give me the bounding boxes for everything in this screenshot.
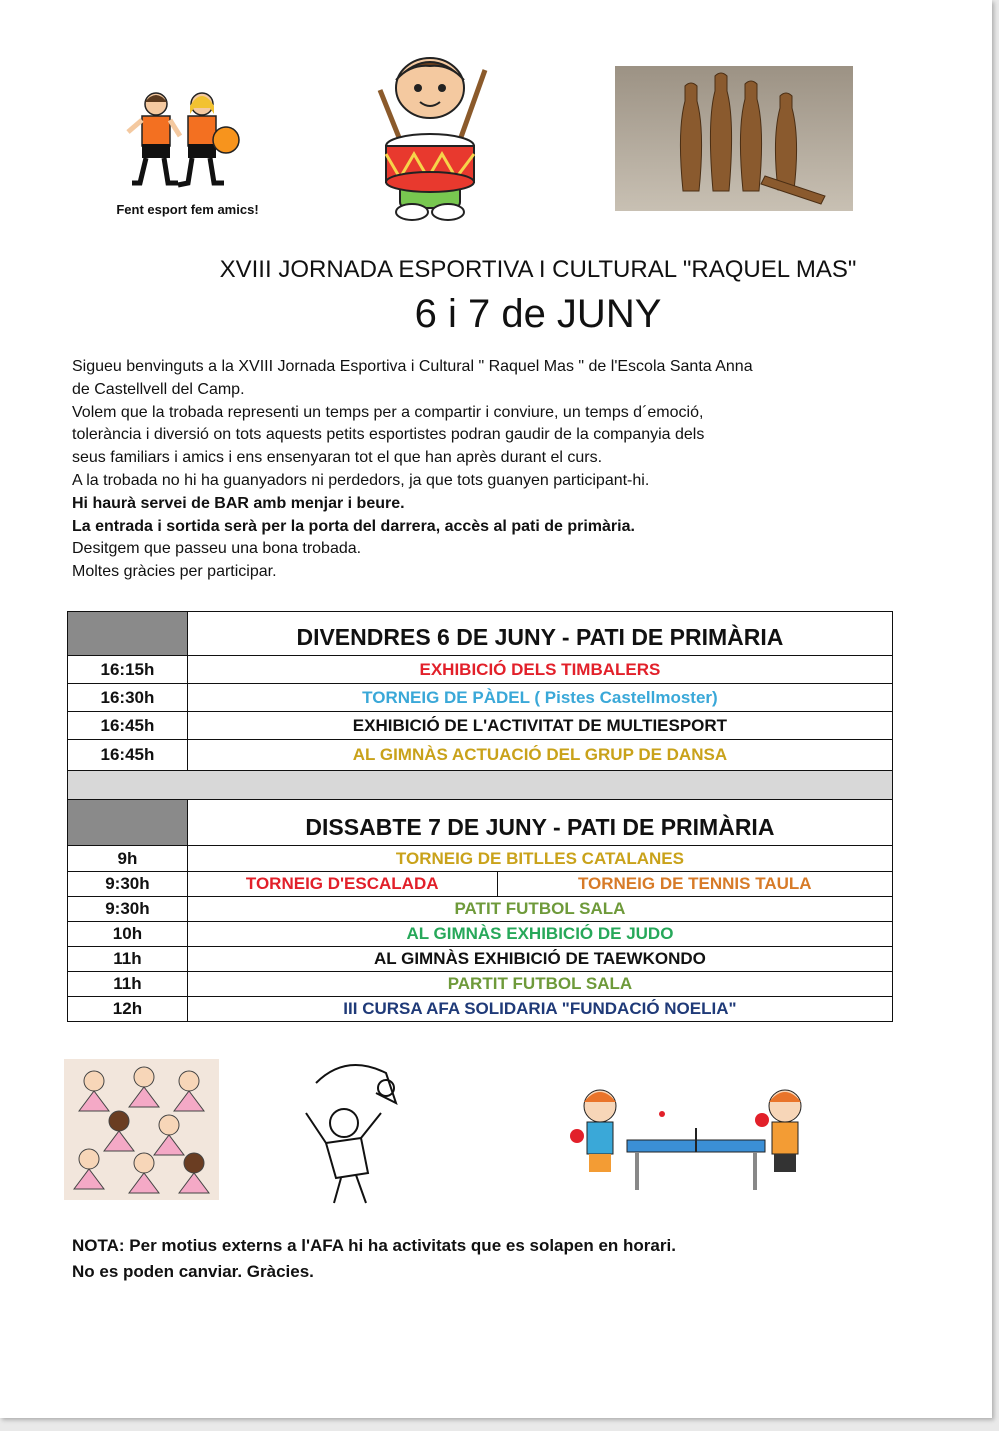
intro-text xyxy=(72,356,892,584)
time-cell: 12h xyxy=(68,997,188,1022)
time-cell: 16:15h xyxy=(68,656,188,684)
event-dates: 6 i 7 de JUNY xyxy=(414,292,662,336)
activity-cell: AL GIMNÀS EXHIBICIÓ DE JUDO xyxy=(187,922,892,947)
entrance-notice: La entrada i sortida serà per la porta del darrera, accès al pati de primària. xyxy=(72,517,635,535)
two-kids-sport-icon xyxy=(118,88,248,198)
activity-cell: PARTIT FUTBOL SALA xyxy=(187,972,892,997)
judo-kids-icon xyxy=(296,1053,416,1208)
bitlles-pins-photo xyxy=(615,66,853,211)
table-row xyxy=(68,972,893,997)
separator-row xyxy=(68,771,893,800)
saturday-title: DISSABTE 7 DE JUNY - PATI DE PRIMÀRIA xyxy=(187,800,892,846)
note-line: No es poden canviar. Gràcies. xyxy=(72,1262,314,1281)
activity-cell: TORNEIG DE PÀDEL ( Pistes Castellmoster) xyxy=(187,684,892,712)
intro-line: seus familiars i amics i ens ensenyaran tot el que han après durant el curs. xyxy=(72,449,603,467)
bar-notice: Hi haurà servei de BAR amb menjar i beure. xyxy=(72,494,405,512)
table-row xyxy=(68,712,893,740)
activity-cell: III CURSA AFA SOLIDARIA "FUNDACIÓ NOELIA" xyxy=(187,997,892,1022)
note-text xyxy=(72,1233,676,1285)
activity-cell: EXHIBICIÓ DELS TIMBALERS xyxy=(187,656,892,684)
table-row xyxy=(68,922,893,947)
table-row xyxy=(68,656,893,684)
time-cell: 16:30h xyxy=(68,684,188,712)
table-row xyxy=(68,846,893,872)
time-cell: 16:45h xyxy=(68,712,188,740)
note-line: NOTA: Per motius externs a l'AFA hi ha activitats que es solapen en horari. xyxy=(72,1236,676,1255)
ping-pong-kids-icon xyxy=(565,1068,820,1198)
drummer-kid-icon xyxy=(360,50,500,225)
header-blank-cell xyxy=(68,612,188,656)
intro-line: Sigueu benvinguts a la XVIII Jornada Esportiva i Cultural " Raquel Mas " de l'Escola Santa Anna xyxy=(72,358,753,375)
header-blank-cell xyxy=(68,800,188,846)
table-row xyxy=(68,872,893,897)
table-row xyxy=(68,684,893,712)
activity-cell: EXHIBICIÓ DE L'ACTIVITAT DE MULTIESPORT xyxy=(187,712,892,740)
closing-line: Desitgem que passeu una bona trobada. xyxy=(72,540,362,558)
activity-cell-left: TORNEIG D'ESCALADA xyxy=(187,872,497,897)
table-row xyxy=(68,897,893,922)
time-cell: 10h xyxy=(68,922,188,947)
friday-title: DIVENDRES 6 DE JUNY - PATI DE PRIMÀRIA xyxy=(187,612,892,656)
activity-cell: TORNEIG DE BITLLES CATALANES xyxy=(187,846,892,872)
closing-line: Moltes gràcies per participar. xyxy=(72,563,277,581)
time-cell: 9h xyxy=(68,846,188,872)
schedule-table xyxy=(67,611,893,1022)
activity-cell: AL GIMNÀS EXHIBICIÓ DE TAEWKONDO xyxy=(187,947,892,972)
table-row xyxy=(68,997,893,1022)
time-cell: 11h xyxy=(68,972,188,997)
motto-text: Fent esport fem amics! xyxy=(116,202,259,217)
intro-line: A la trobada no hi ha guanyadors ni perdedors, ja que tots guanyen participant-hi. xyxy=(72,471,650,489)
event-title: XVIII JORNADA ESPORTIVA I CULTURAL "RAQUEL MAS" xyxy=(219,256,857,283)
intro-line: tolerància i diversió on tots aquests petits esportistes podran gaudir de la companyia dels xyxy=(72,426,705,444)
activity-cell-right: TORNEIG DE TENNIS TAULA xyxy=(497,872,892,897)
ballerinas-icon xyxy=(64,1059,219,1200)
intro-line: de Castellvell del Camp. xyxy=(72,380,245,398)
time-cell: 9:30h xyxy=(68,872,188,897)
activity-cell: PATIT FUTBOL SALA xyxy=(187,897,892,922)
time-cell: 11h xyxy=(68,947,188,972)
intro-line: Volem que la trobada representi un temps per a compartir i conviure, un temps d´emoció, xyxy=(72,403,704,421)
table-row xyxy=(68,947,893,972)
table-row xyxy=(68,740,893,771)
activity-cell: AL GIMNÀS ACTUACIÓ DEL GRUP DE DANSA xyxy=(187,740,892,771)
time-cell: 9:30h xyxy=(68,897,188,922)
time-cell: 16:45h xyxy=(68,740,188,771)
